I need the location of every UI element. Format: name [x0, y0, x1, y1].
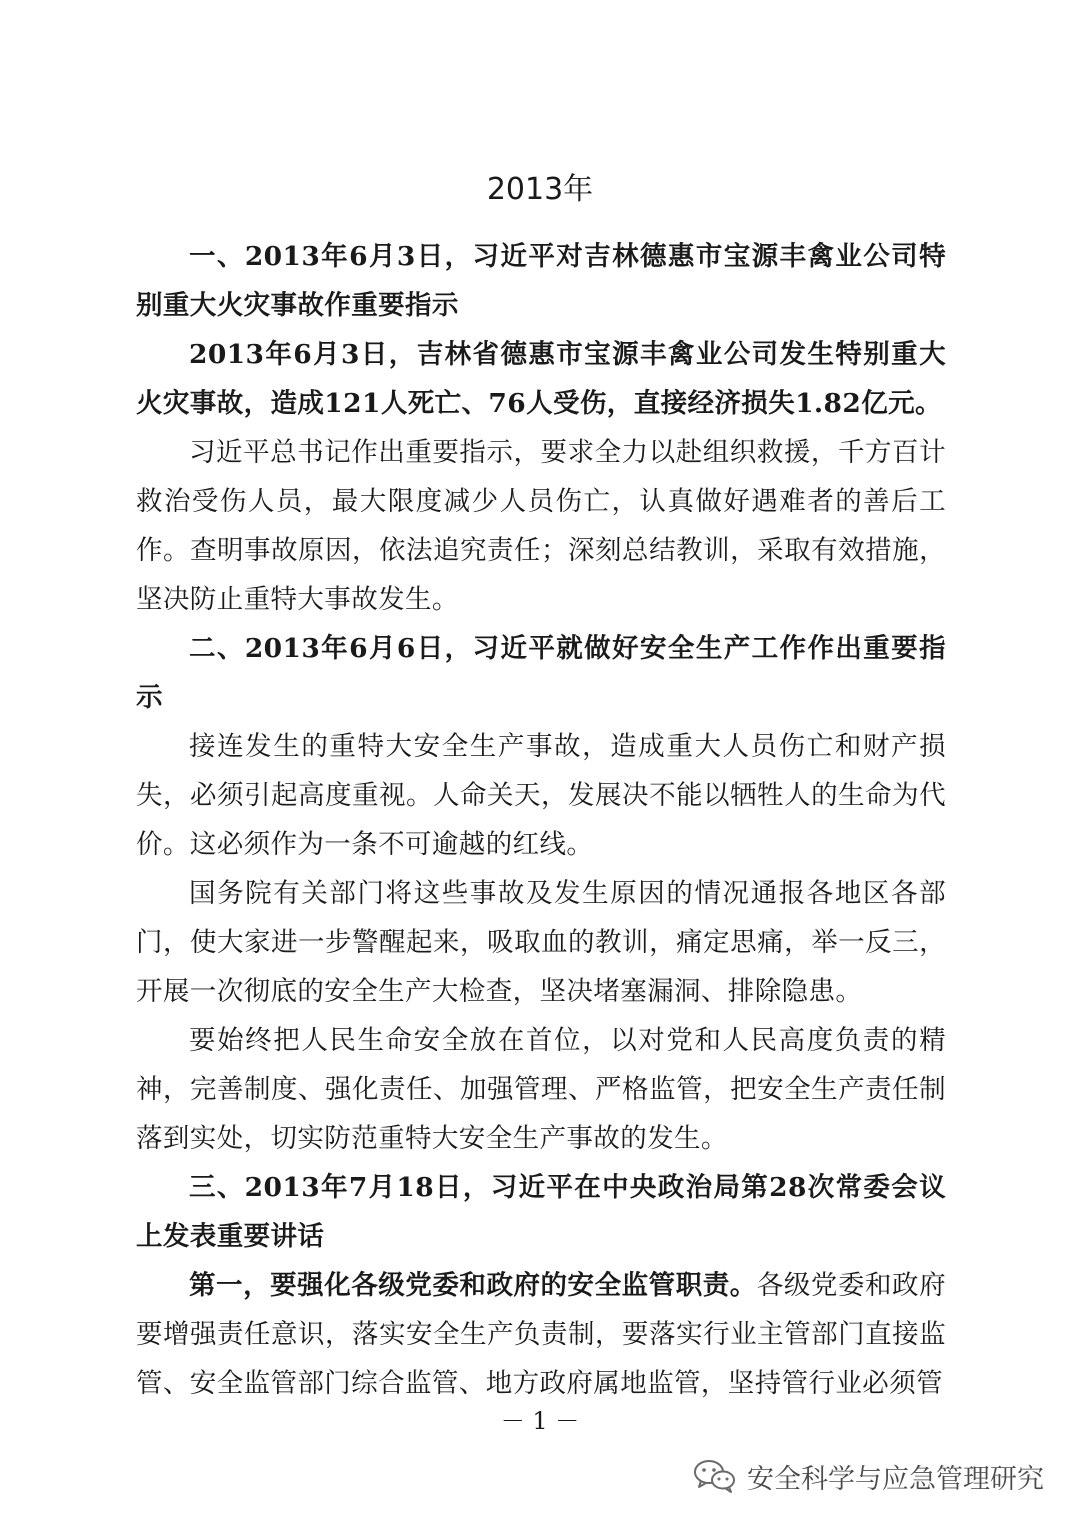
- paragraph-text: 接连发生的重特大安全生产事故，造成重大人员伤亡和财产损失，必须引起高度重视。人命关天，发展决不能以牺牲人的生命为代价。这必须作为一条不可逾越的红线。: [136, 731, 946, 860]
- watermark-text: 安全科学与应急管理研究: [747, 1463, 1044, 1495]
- paragraph: [136, 428, 946, 624]
- section-heading: 三、2013年7月18日，习近平在中央政治局第28次常委会议上发表重要讲话: [136, 1172, 946, 1252]
- paragraph: [136, 1261, 946, 1408]
- paragraph: [136, 722, 946, 869]
- paragraph: [136, 330, 946, 428]
- section-heading: 二、2013年6月6日，习近平就做好安全生产工作作出重要指示: [136, 633, 946, 713]
- watermark: [693, 1452, 1044, 1500]
- paragraph-text: 国务院有关部门将这些事故及发生原因的情况通报各地区各部门，使大家进一步警醒起来，吸取血的教训，痛定思痛，举一反三，开展一次彻底的安全生产大检查，坚决堵塞漏洞、排除隐患。: [136, 878, 946, 1007]
- wechat-icon: [693, 1458, 737, 1494]
- paragraph-lead: 2013年6月3日，吉林省德惠市宝源丰禽业公司发生特别重大火灾事故，造成121人死亡、76人受伤，直接经济损失1.82亿元。: [136, 339, 946, 419]
- page-number: － 1 －: [500, 1407, 580, 1435]
- paragraph-text: 习近平总书记作出重要指示，要求全力以赴组织救援，千方百计救治受伤人员，最大限度减少人员伤亡，认真做好遇难者的善后工作。查明事故原因，依法追究责任；深刻总结教训，采取有效措施，坚决防止重特大事故发生。: [136, 437, 946, 615]
- document-body: [136, 232, 946, 1408]
- paragraph-text: 各级党委和政府要增强责任意识，落实安全生产负责制，要落实行业主管部门直接监管、安全监管部门综合监管、地方政府属地监管，坚持管行业必须管: [136, 1270, 946, 1399]
- paragraph-text: 要始终把人民生命安全放在首位，以对党和人民高度负责的精神，完善制度、强化责任、加强管理、严格监管，把安全生产责任制落到实处，切实防范重特大安全生产事故的发生。: [136, 1025, 946, 1154]
- section-heading: 一、2013年6月3日，习近平对吉林德惠市宝源丰禽业公司特别重大火灾事故作重要指示: [136, 241, 946, 321]
- paragraph: [136, 869, 946, 1016]
- paragraph: [136, 1016, 946, 1163]
- page-title: 2013年: [486, 172, 594, 207]
- paragraph-lead: 第一，要强化各级党委和政府的安全监管职责。: [189, 1270, 757, 1301]
